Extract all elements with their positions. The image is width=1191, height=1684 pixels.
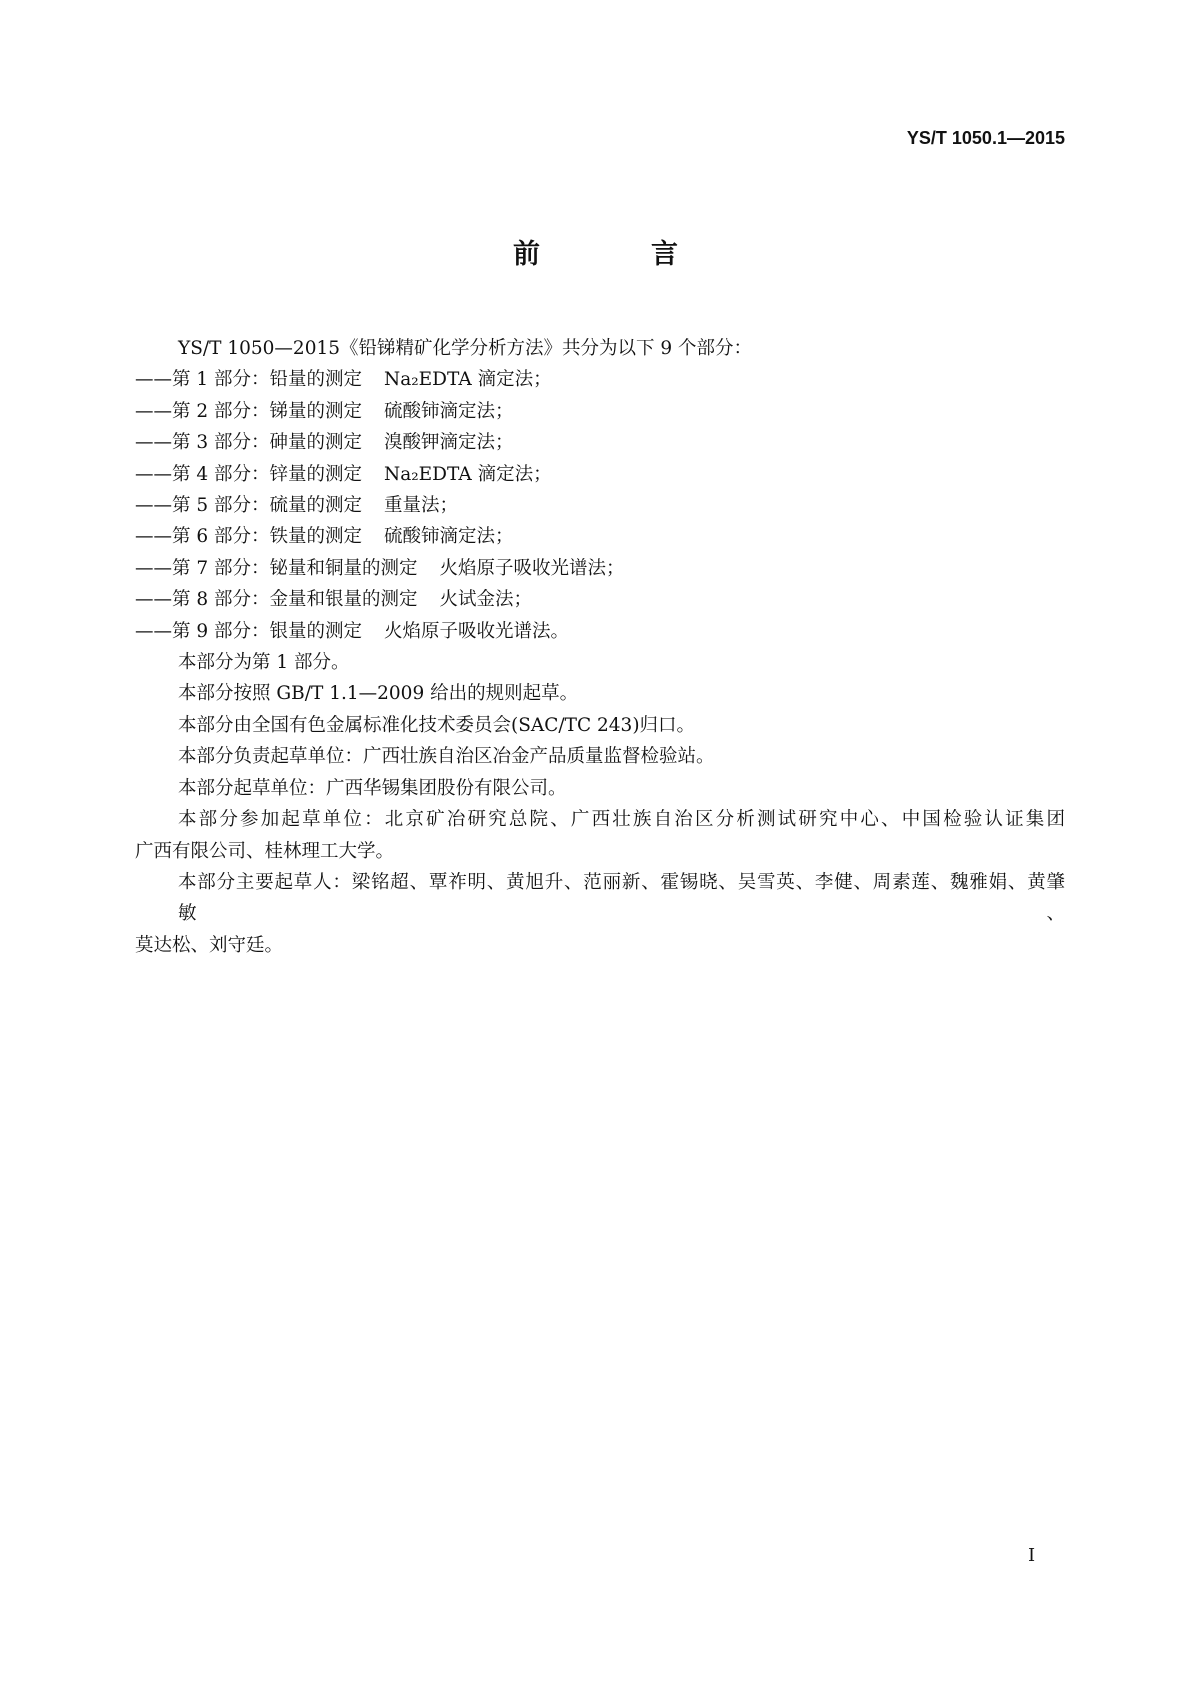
part-method: 火焰原子吸收光谱法； [439, 557, 625, 579]
paragraph: 本部分起草单位：广西华锡集团股份有限公司。 [178, 777, 567, 799]
page-title: 前 言 [513, 239, 720, 270]
part-method: Na₂EDTA 滴定法； [384, 463, 552, 485]
part-item [135, 459, 1065, 490]
parts-list [135, 364, 1065, 647]
intro-paragraph: YS/T 1050—2015《铅锑精矿化学分析方法》共分为以下 9 个部分： [178, 338, 753, 359]
participants-line-1: 本部分参加起草单位：北京矿冶研究总院、广西壮族自治区分析测试研究中心、中国检验认证集团 [178, 809, 1065, 831]
paragraph: 本部分为第 1 部分。 [178, 652, 350, 674]
part-title: ——第 3 部分：砷量的测定 [135, 432, 363, 454]
part-item [135, 396, 1065, 427]
part-title: ——第 4 部分：锌量的测定 [135, 463, 363, 485]
paragraph: 本部分由全国有色金属标准化技术委员会(SAC/TC 243)归口。 [178, 714, 696, 736]
paragraph: 本部分按照 GB/T 1.1—2009 给出的规则起草。 [178, 683, 579, 705]
part-title: ——第 6 部分：铁量的测定 [135, 526, 363, 548]
part-method: 硫酸铈滴定法； [384, 400, 514, 422]
drafters-line-2: 莫达松、刘守廷。 [135, 934, 284, 956]
part-title: ——第 8 部分：金量和银量的测定 [135, 589, 418, 611]
part-method: 火焰原子吸收光谱法。 [384, 620, 570, 642]
paragraph: 本部分负责起草单位：广西壮族自治区冶金产品质量监督检验站。 [178, 746, 715, 768]
part-item [135, 521, 1065, 552]
part-method: 硫酸铈滴定法； [384, 526, 514, 548]
foreword-body [135, 333, 1065, 961]
page-number: I [1028, 1545, 1036, 1566]
part-title: ——第 7 部分：铋量和铜量的测定 [135, 557, 418, 579]
drafters-line-1: 本部分主要起草人：梁铭超、覃祚明、黄旭升、范丽新、霍锡晓、吴雪英、李健、周素莲、魏雅娟、黄肇敏、 [178, 871, 1065, 925]
part-title: ——第 9 部分：银量的测定 [135, 620, 363, 642]
part-item [135, 584, 1065, 615]
part-method: 溴酸钾滴定法； [384, 432, 514, 454]
part-method: 火试金法； [439, 589, 533, 611]
part-item [135, 364, 1065, 395]
part-item [135, 490, 1065, 521]
part-title: ——第 2 部分：锑量的测定 [135, 400, 363, 422]
part-method: 重量法； [384, 495, 459, 517]
part-item [135, 616, 1065, 647]
participants-line-2: 广西有限公司、桂林理工大学。 [135, 840, 395, 862]
part-title: ——第 1 部分：铅量的测定 [135, 369, 363, 391]
part-item [135, 427, 1065, 458]
part-method: Na₂EDTA 滴定法； [384, 369, 552, 391]
standard-code: YS/T 1050.1—2015 [906, 128, 1065, 148]
part-item [135, 553, 1065, 584]
part-title: ——第 5 部分：硫量的测定 [135, 495, 363, 517]
